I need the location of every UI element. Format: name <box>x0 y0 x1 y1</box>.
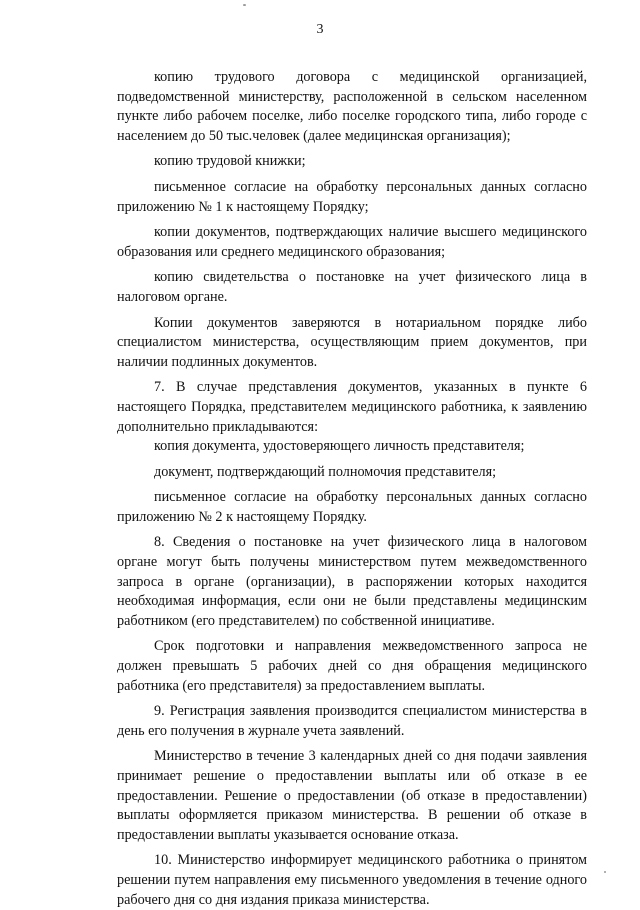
paragraph-employment-contract: копию трудового договора с медицинской организацией, подведомственной министерству, расположенной в сельском населенном пункте либо рабочем поселке, либо поселке городского типа, либо городе с населением до 50 тыс.человек (далее медицинская организация); <box>117 69 587 144</box>
paragraph-decision: Министерство в течение 3 календарных дней со дня подачи заявления принимает решение о предоставлении выплаты или об отказе в ее предоставлении. Решение о предоставлении (об отказе в предоставлении) выплаты оформляется приказом министерства. В решении об отказе в предоставлении выплаты указывается основание отказа. <box>117 748 587 843</box>
page-number: 3 <box>316 22 324 37</box>
paragraph-representative-authority: документ, подтверждающий полномочия представителя; <box>154 463 497 480</box>
paragraph-consent-2: письменное согласие на обработку персональных данных согласно приложению № 2 к настоящему Порядку. <box>117 489 587 525</box>
scan-speck <box>604 871 606 873</box>
paragraph-consent-1: письменное согласие на обработку персональных данных согласно приложению № 1 к настоящему Порядку; <box>117 178 587 215</box>
paragraph-request-deadline: Срок подготовки и направления межведомственного запроса не должен превышать 5 рабочих дней со дня обращения медицинского работника (его представителя) за предоставлением выплаты. <box>117 638 587 694</box>
paragraph-item-8: 8. Сведения о постановке на учет физического лица в налоговом органе могут быть получены министерством путем межведомственного запроса в органе (организации), в распоряжении которых находится необходимая информация, если они не были представлены медицинским работником (его представителем) по собственной инициативе. <box>117 534 587 629</box>
paragraph-education-docs: копии документов, подтверждающих наличие высшего медицинского образования или среднего медицинского образования; <box>117 224 587 260</box>
paragraph-tax-certificate: копию свидетельства о постановке на учет физического лица в налоговом органе. <box>117 269 587 305</box>
scan-speck <box>243 4 246 6</box>
paragraph-item-9: 9. Регистрация заявления производится специалистом министерства в день его получения в журнале учета заявлений. <box>117 703 587 739</box>
paragraph-work-book: копию трудовой книжки; <box>154 153 306 170</box>
paragraph-copies-certified: Копии документов заверяются в нотариальном порядке либо специалистом министерства, осуществляющим прием документов, при наличии подлинных документов. <box>117 314 587 370</box>
paragraph-item-10: 10. Министерство информирует медицинского работника о принятом решении путем направления ему письменного уведомления в течение одного рабочего дня со дня издания приказа министерства. <box>117 852 587 908</box>
document-body <box>117 68 587 910</box>
paragraph-item-7: 7. В случае представления документов, указанных в пункте 6 настоящего Порядка, представителем медицинского работника, к заявлению дополнительно прикладываются: <box>117 379 587 435</box>
paragraph-representative-id: копия документа, удостоверяющего личность представителя; <box>154 438 525 455</box>
